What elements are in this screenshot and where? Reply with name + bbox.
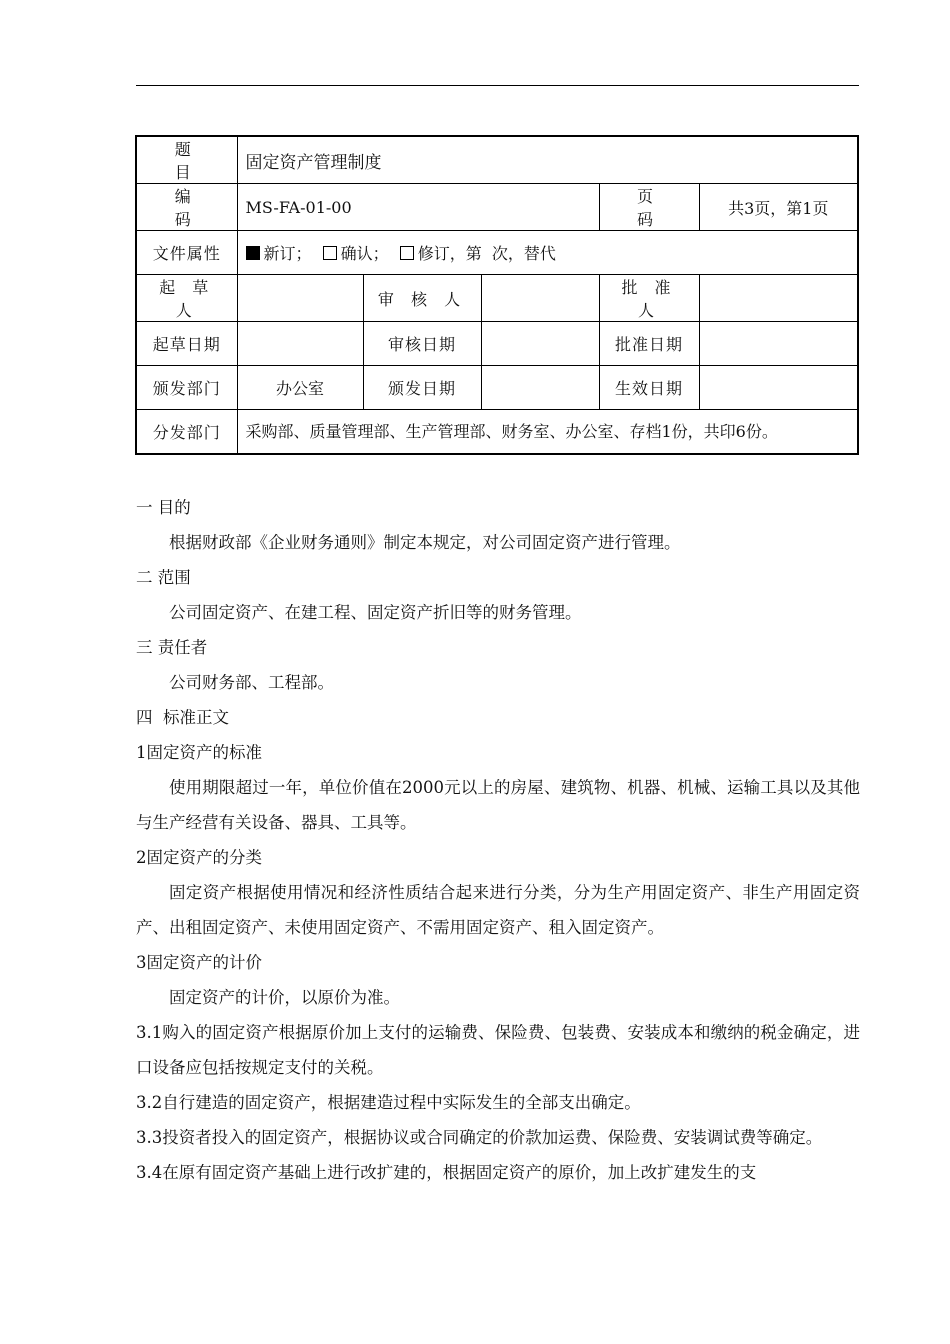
review-date-value (481, 322, 599, 366)
paragraph: 3.4在原有固定资产基础上进行改扩建的，根据固定资产的原价，加上改扩建发生的支 (136, 1163, 757, 1182)
paragraph: 3.3投资者投入的固定资产，根据协议或合同确定的价款加运费、保险费、安装调试费等确定。 (136, 1128, 823, 1147)
section-heading: 三 责任者 (136, 638, 208, 657)
subsection-heading: 1固定资产的标准 (136, 743, 262, 762)
section-text: 根据财政部《企业财务通则》制定本规定，对公司固定资产进行管理。 (169, 533, 681, 552)
review-date-label: 审核日期 (363, 322, 481, 366)
row-dates (136, 322, 858, 366)
approver-value (699, 275, 858, 322)
subsection-heading: 2固定资产的分类 (136, 848, 262, 867)
paragraph: 使用期限超过一年，单位价值在2000元以上的房屋、建筑物、机器、机械、运输工具以及其他与生产经营有关设备、器具、工具等。 (136, 778, 860, 832)
row-distribution (136, 410, 858, 455)
checkbox-empty-icon (323, 246, 337, 260)
code-label: 编 码 (136, 184, 237, 231)
checkbox-empty-icon (400, 246, 414, 260)
dist-dept-value: 采购部、质量管理部、生产管理部、财务室、办公室、存档1份，共印6份。 (237, 410, 858, 455)
page-label: 页 码 (599, 184, 699, 231)
dist-dept-label: 分发部门 (136, 410, 237, 455)
section-heading: 四 标准正文 (136, 708, 229, 727)
section-text: 公司固定资产、在建工程、固定资产折旧等的财务管理。 (169, 603, 582, 622)
issue-date-label: 颁发日期 (363, 366, 481, 410)
issue-date-value (481, 366, 599, 410)
document-info-table (135, 135, 859, 455)
document-title: 固定资产管理制度 (237, 136, 858, 184)
drafter-value (237, 275, 363, 322)
issue-dept-label: 颁发部门 (136, 366, 237, 410)
effective-date-label: 生效日期 (599, 366, 699, 410)
row-attributes (136, 231, 858, 275)
drafter-label: 起 草 人 (136, 275, 237, 322)
approver-label: 批 准 人 (599, 275, 699, 322)
section-heading: 二 范围 (136, 568, 191, 587)
attr-value (237, 231, 858, 275)
subsection-heading: 3固定资产的计价 (136, 953, 262, 972)
code-value: MS-FA-01-00 (237, 184, 599, 231)
attr-new: 新订； (263, 244, 312, 263)
reviewer-value (481, 275, 599, 322)
header-rule (136, 85, 859, 86)
attr-label: 文件属性 (136, 231, 237, 275)
section-text: 公司财务部、工程部。 (169, 673, 334, 692)
title-label: 题 目 (136, 136, 237, 184)
row-issue (136, 366, 858, 410)
issue-dept-value: 办公室 (237, 366, 363, 410)
row-title (136, 136, 858, 184)
row-people (136, 275, 858, 322)
document-body (136, 490, 860, 1190)
approve-date-label: 批准日期 (599, 322, 699, 366)
draft-date-value (237, 322, 363, 366)
page-value: 共3页，第1页 (699, 184, 858, 231)
draft-date-label: 起草日期 (136, 322, 237, 366)
attr-confirm: 确认； (340, 244, 389, 263)
approve-date-value (699, 322, 858, 366)
attr-revise: 修订，第 次，替代 (417, 244, 556, 263)
checkbox-checked-icon (246, 246, 260, 260)
paragraph: 3.1购入的固定资产根据原价加上支付的运输费、保险费、包装费、安装成本和缴纳的税金确定，进口设备应包括按规定支付的关税。 (136, 1023, 860, 1077)
row-code (136, 184, 858, 231)
effective-date-value (699, 366, 858, 410)
reviewer-label: 审 核 人 (363, 275, 481, 322)
paragraph: 3.2自行建造的固定资产，根据建造过程中实际发生的全部支出确定。 (136, 1093, 641, 1112)
paragraph: 固定资产的计价，以原价为准。 (169, 988, 400, 1007)
paragraph: 固定资产根据使用情况和经济性质结合起来进行分类，分为生产用固定资产、非生产用固定资产、出租固定资产、未使用固定资产、不需用固定资产、租入固定资产。 (136, 883, 860, 937)
section-heading: 一 目的 (136, 498, 191, 517)
